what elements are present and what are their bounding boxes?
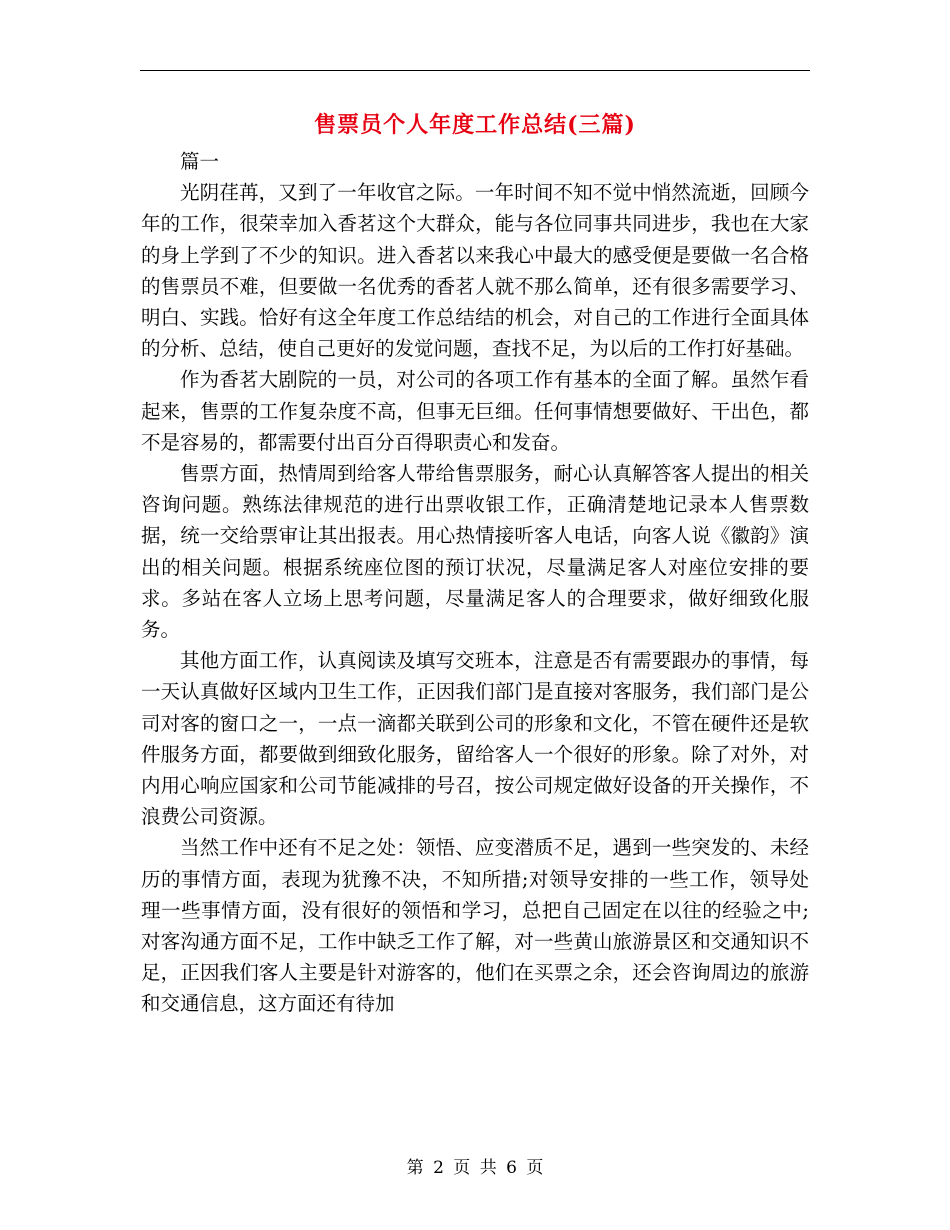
- body-paragraph: 光阴荏苒，又到了一年收官之际。一年时间不知不觉中悄然流逝，回顾今年的工作，很荣幸加入香茗这个大群众，能与各位同事共同进步，我也在大家的身上学到了不少的知识。进入香茗以来我心中最大的感受便是要做一名合格的售票员不难，但要做一名优秀的香茗人就不那么简单，还有很多需要学习、明白、实践。恰好有这全年度工作总结结的机会，对自己的工作进行全面具体的分析、总结，使自己更好的发觉问题，查找不足，为以后的工作打好基础。: [141, 181, 809, 361]
- body-paragraph: 售票方面，热情周到给客人带给售票服务，耐心认真解答客人提出的相关咨询问题。熟练法律规范的进行出票收银工作，正确清楚地记录本人售票数据，统一交给票审让其出报表。用心热情接听客人电话，向客人说《徽韵》演出的相关问题。根据系统座位图的预订状况，尽量满足客人对座位安排的要求。多站在客人立场上思考问题，尽量满足客人的合理要求，做好细致化服务。: [141, 462, 809, 642]
- header-rule: [140, 70, 810, 71]
- body-paragraph: 其他方面工作，认真阅读及填写交班本，注意是否有需要跟办的事情，每一天认真做好区域内卫生工作，正因我们部门是直接对客服务，我们部门是公司对客的窗口之一，一点一滴都关联到公司的形象和文化，不管在硬件还是软件服务方面，都要做到细致化服务，留给客人一个很好的形象。除了对外，对内用心响应国家和公司节能减排的号召，按公司规定做好设备的开关操作，不浪费公司资源。: [141, 649, 809, 829]
- document-body: [141, 146, 809, 1020]
- section-heading: 篇一: [180, 150, 220, 173]
- body-paragraph: 作为香茗大剧院的一员，对公司的各项工作有基本的全面了解。虽然乍看起来，售票的工作复杂度不高，但事无巨细。任何事情想要做好、干出色，都不是容易的，都需要付出百分百得职责心和发奋。: [141, 368, 809, 454]
- page-number: 第 2 页 共 6 页: [406, 1158, 544, 1178]
- document-title: 售票员个人年度工作总结(三篇): [314, 112, 636, 138]
- body-paragraph: 当然工作中还有不足之处：领悟、应变潜质不足，遇到一些突发的、未经历的事情方面，表现为犹豫不决，不知所措;对领导安排的一些工作，领导处理一些事情方面，没有很好的领悟和学习，总把自己固定在以往的经验之中;对客沟通方面不足，工作中缺乏工作了解，对一些黄山旅游景区和交通知识不足，正因我们客人主要是针对游客的，他们在买票之余，还会咨询周边的旅游和交通信息，这方面还有待加: [141, 836, 809, 1016]
